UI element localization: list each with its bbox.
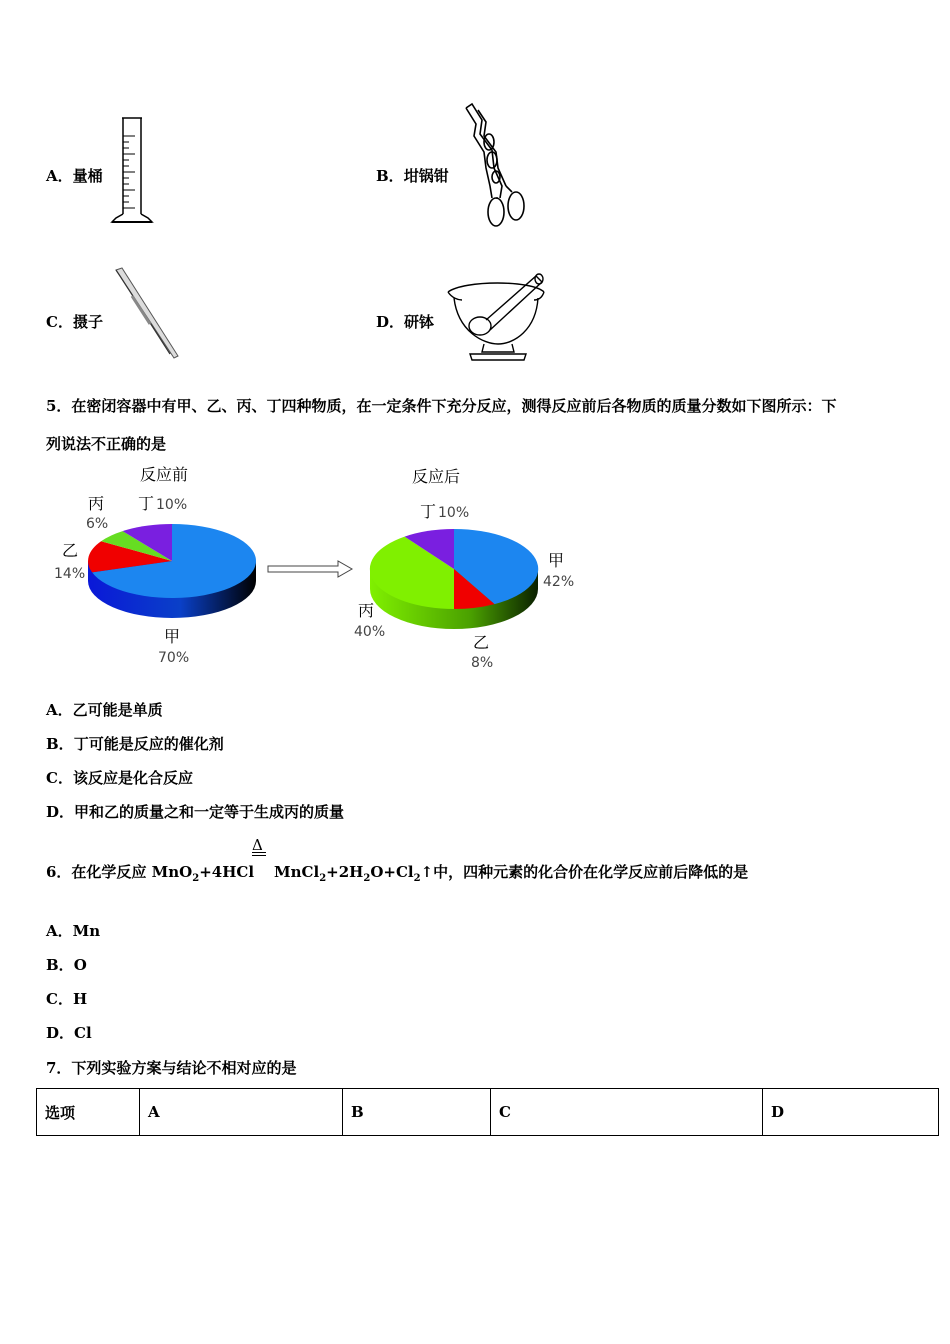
pie-before-val-ding: 10% (156, 497, 188, 513)
q5-option-d: D．甲和乙的质量之和一定等于生成丙的质量 (46, 803, 345, 821)
q6-option-a: A．Mn (46, 922, 101, 940)
option-b-label: B．坩锅钳 (376, 167, 449, 185)
pie-after-title: 反应后 (412, 467, 461, 486)
pie-after-val-yi: 8% (471, 655, 494, 671)
reaction-condition-line1 (252, 852, 266, 853)
mortar-pestle-icon (444, 268, 548, 364)
pie-before-cat-yi: 乙 (62, 541, 79, 560)
q5-stem-line1: 5．在密闭容器中有甲、乙、丙、丁四种物质，在一定条件下充分反应，测得反应前后各物质的质量分数如下图所示：下 (46, 397, 837, 415)
q5-stem-line2: 列说法不正确的是 (46, 435, 167, 453)
q5-option-c: C．该反应是化合反应 (46, 769, 193, 787)
q6-option-b: B．O (46, 956, 87, 974)
pie-after (354, 467, 574, 671)
q6-option-c: C．H (46, 990, 88, 1008)
pie-before-cat-jia: 甲 (164, 627, 181, 646)
pie-before-title: 反应前 (140, 465, 189, 484)
table-header-row (37, 1089, 939, 1136)
table-header-cell: C (491, 1089, 763, 1136)
pie-before-cat-ding: 丁 (138, 494, 155, 513)
tweezers-icon (110, 266, 184, 364)
graduated-cylinder-icon (108, 114, 156, 226)
q5-option-b: B．丁可能是反应的催化剂 (46, 735, 224, 753)
pie-after-cat-jia: 甲 (548, 551, 565, 570)
table-header-cell: D (763, 1089, 939, 1136)
q6-stem: 6．在化学反应 MnO$_2$+4HCl $MnCl_2+2H_2O+Cl_2↑$中，四种元素的化合价在化学反应前后降低的是 (46, 863, 749, 884)
q6-option-d: D．Cl (46, 1024, 92, 1042)
pie-after-cat-ding: 丁 (420, 502, 437, 521)
arrow-icon (268, 561, 352, 577)
crucible-tongs-icon (458, 102, 538, 230)
table-header-cell: B (343, 1089, 491, 1136)
table-header-cell: 选项 (37, 1089, 140, 1136)
option-d-label: D．研钵 (376, 313, 435, 331)
pie-after-val-bing: 40% (354, 624, 386, 640)
pie-after-val-ding: 10% (438, 505, 470, 521)
pie-after-cat-yi: 乙 (473, 633, 490, 652)
pie-after-cat-bing: 丙 (358, 601, 375, 620)
pie-before-val-yi: 14% (54, 566, 86, 582)
pie-before-cat-bing: 丙 (88, 494, 105, 513)
q7-table (36, 1088, 939, 1136)
pie-before (54, 465, 256, 666)
option-c-label: C．摄子 (46, 313, 103, 331)
pie-before-val-jia: 70% (158, 650, 190, 666)
q5-option-a: A．乙可能是单质 (46, 701, 163, 719)
q7-stem: 7．下列实验方案与结论不相对应的是 (46, 1059, 297, 1077)
pie-charts (40, 458, 600, 673)
pie-after-val-jia: 42% (543, 574, 575, 590)
reaction-condition-line2 (252, 855, 266, 856)
table-header-cell: A (140, 1089, 343, 1136)
pie-before-val-bing: 6% (86, 516, 109, 532)
option-a-label: A．量桶 (46, 167, 103, 185)
reaction-condition: Δ (252, 836, 263, 854)
